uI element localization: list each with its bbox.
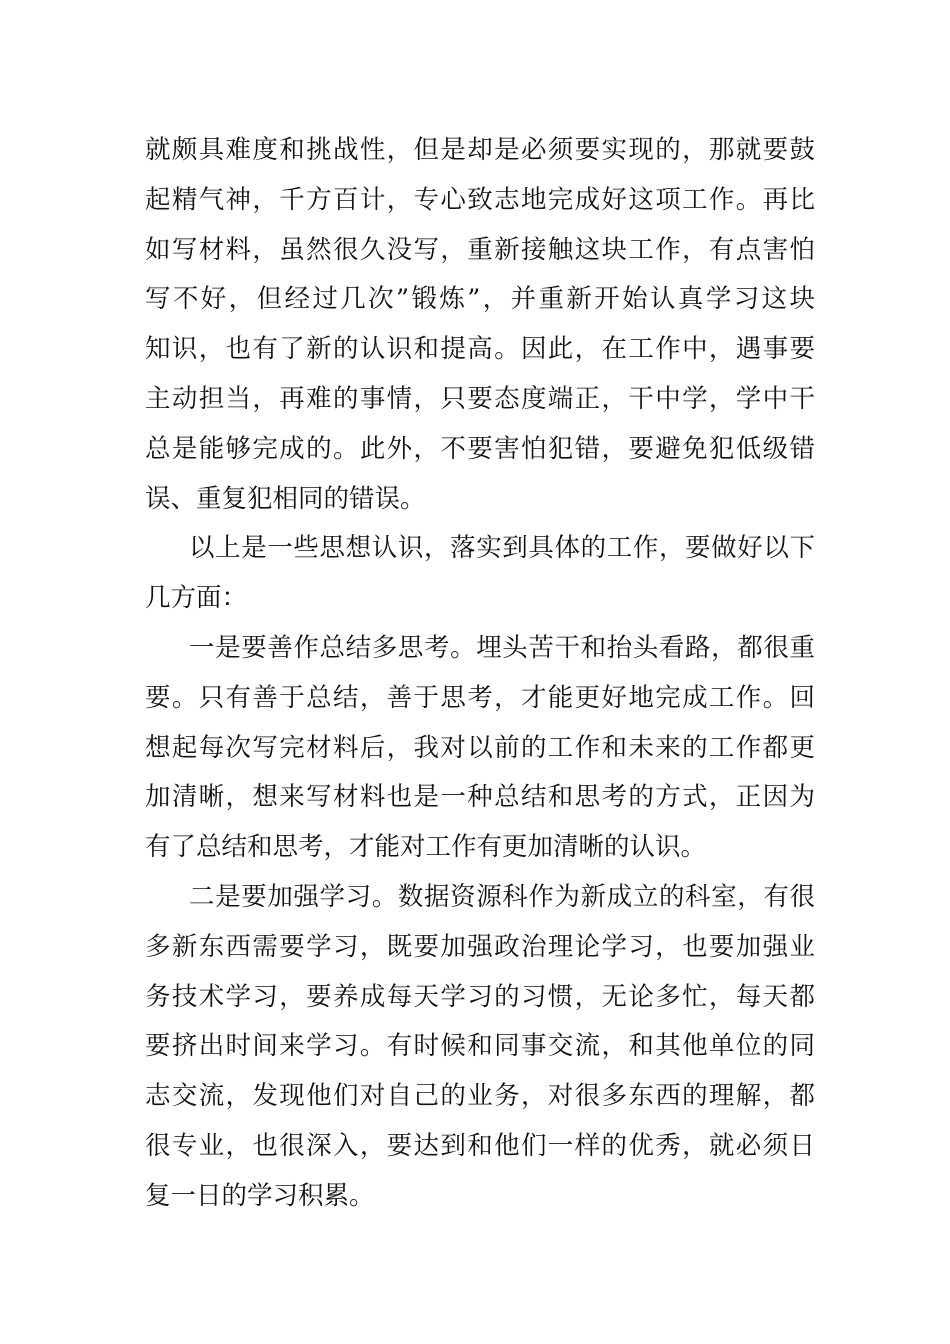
- text-line: 有了总结和思考，才能对工作有更加清晰的认识。: [145, 832, 707, 863]
- text-line: 写不好，但经过几次”锻炼”，并重新开始认真学习这块: [145, 284, 815, 315]
- text-line: 要。只有善于总结，善于思考，才能更好地完成工作。回: [145, 682, 815, 713]
- paragraph-first-line: 以上是一些思想认识，落实到具体的工作，要做好以下: [189, 533, 815, 564]
- text-line: 主动担当，再难的事情，只要态度端正，干中学，学中干: [145, 383, 815, 414]
- text-line: 误、重复犯相同的错误。: [145, 483, 426, 514]
- text-line: 要挤出时间来学习。有时候和同事交流，和其他单位的同: [145, 1031, 815, 1062]
- text-line: 务技术学习，要养成每天学习的习惯，无论多忙，每天都: [145, 981, 815, 1012]
- text-line: 很专业，也很深入，要达到和他们一样的优秀，就必须日: [145, 1130, 815, 1161]
- text-line: 几方面：: [145, 583, 248, 614]
- paragraph-first-line: 二是要加强学习。数据资源科作为新成立的科室，有很: [189, 881, 815, 912]
- text-line: 复一日的学习积累。: [145, 1180, 375, 1211]
- paragraph-first-line: 一是要善作总结多思考。埋头苦干和抬头看路，都很重: [189, 632, 815, 663]
- text-line: 就颇具难度和挑战性，但是却是必须要实现的，那就要鼓: [145, 135, 815, 165]
- text-line: 起精气神，千方百计，专心致志地完成好这项工作。再比: [145, 184, 815, 215]
- text-line: 总是能够完成的。此外，不要害怕犯错，要避免犯低级错: [145, 433, 815, 464]
- text-line: 如写材料，虽然很久没写，重新接触这块工作，有点害怕: [145, 234, 815, 265]
- text-line: 想起每次写完材料后，我对以前的工作和未来的工作都更: [145, 732, 815, 763]
- text-line: 加清晰，想来写材料也是一种总结和思考的方式，正因为: [145, 782, 815, 813]
- text-line: 志交流，发现他们对自己的业务，对很多东西的理解，都: [145, 1081, 815, 1112]
- document-body: [145, 126, 815, 1222]
- text-line: 知识，也有了新的认识和提高。因此，在工作中，遇事要: [145, 334, 815, 365]
- text-line: 多新东西需要学习，既要加强政治理论学习，也要加强业: [145, 931, 815, 962]
